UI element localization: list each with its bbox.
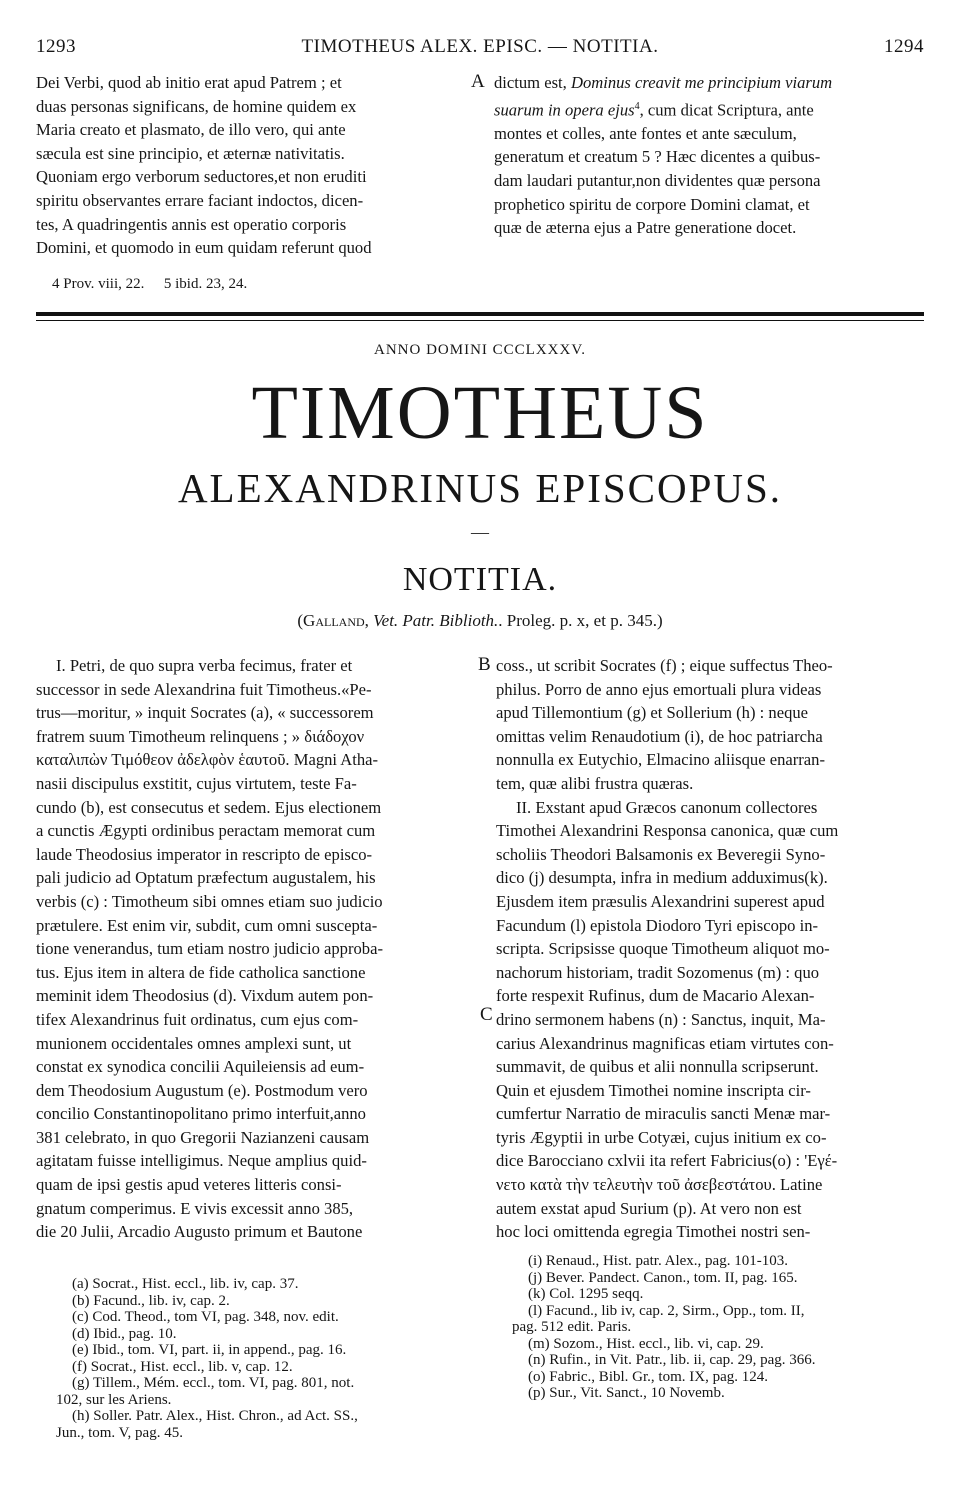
text-line: coss., ut scribit Socrates (f) ; eique suffectus Theo- <box>496 656 833 675</box>
footnote: 102, sur les Ariens. <box>56 1391 172 1408</box>
text-line: Ejusdem item præsulis Alexandrini superest apud <box>496 891 825 911</box>
text-line: quam de ipsi gestis apud veteres litteris consi- <box>36 1175 342 1195</box>
text-line: tes, A quadringentis annis est operatio corporis <box>36 214 347 234</box>
text-span: ( <box>297 611 304 630</box>
footnote: (i) Renaud., Hist. patr. Alex., pag. 101-103. <box>528 1253 788 1269</box>
text-line: pali judicio ad Optatum præfectum augustalem, his <box>36 868 376 888</box>
text-line: laude Theodosius imperator in rescripto de episco- <box>36 844 373 864</box>
footnote: (f) Socrat., Hist. eccl., lib. v, cap. 12. <box>72 1358 293 1375</box>
margin-marker-b: B <box>478 654 491 675</box>
author-subtitle: ALEXANDRINUS EPISCOPUS. <box>177 465 783 511</box>
text-line: autem exstat apud Surium (p). At vero non est <box>496 1198 802 1218</box>
text-line: spiritu observantes errare faciant indoctos, dicen- <box>36 190 364 210</box>
source-author: Galland <box>303 611 365 630</box>
text-line: munionem occidentales omnes amplexi sunt, ut <box>36 1033 352 1053</box>
main-left-column <box>36 654 472 1244</box>
author-name-title: TIMOTHEUS <box>251 371 709 455</box>
text-line: philus. Porro de anno ejus emortuali plura videas <box>496 679 822 699</box>
footnote: (o) Fabric., Bibl. Gr., tom. IX, pag. 124. <box>528 1368 768 1385</box>
text-line: generatum et creatum 5 ? Hæc dicentes a quibus- <box>494 147 821 167</box>
text-line: concilio Constantinopolitano primo interfuit,anno <box>36 1104 366 1124</box>
footnote: pag. 512 edit. Paris. <box>512 1319 632 1335</box>
text-line: successor in sede Alexandrina fuit Timotheus.«Pe- <box>36 679 372 699</box>
footnote-4: 4 Prov. viii, 22. <box>52 276 145 292</box>
main-right-column <box>496 654 924 1244</box>
text-line: tione venerandus, tum etiam nostro judicio approba- <box>36 939 383 959</box>
text-line: summavit, de quibus et alii nonnulla scripserunt. <box>496 1057 819 1077</box>
text-line: duas personas significans, de homine quidem ex <box>36 96 357 116</box>
text-line: 381 celebrato, in quo Gregorii Nazianzeni causam <box>36 1127 370 1147</box>
text-span: , <box>364 611 374 630</box>
footnote-ref: 4 <box>634 100 640 112</box>
footnote-5: 5 ibid. 23, 24. <box>163 276 248 292</box>
footnote: (k) Col. 1295 seqq. <box>528 1286 644 1302</box>
text-line: tifex Alexandrinus fuit ordinatus, cum ejus com- <box>36 1009 359 1029</box>
text-line: forte respexit Rufinus, dum de Macario Alexan- <box>496 986 815 1006</box>
text-line: νετο κατὰ τὴν τελευτὴν τοῦ ἀσεβεστάτου. Latine <box>496 1175 823 1195</box>
footnotes-left <box>56 1276 482 1441</box>
text-line: gnatum comperimus. E vivis excessit anno 385, <box>36 1198 354 1218</box>
text-line: prophetico spiritu de corpore Domini clamat, et <box>494 194 810 214</box>
text-line <box>494 71 924 95</box>
text-span: . Proleg. p. x, et p. 345.) <box>498 611 663 630</box>
text-line: agitatam fuisse intelligimus. Neque amplius quid- <box>36 1151 367 1171</box>
text-line: dice Barocciano cxlvii ita refert Fabricius(o) : 'Εγέ- <box>496 1151 838 1171</box>
footnote: (a) Socrat., Hist. eccl., lib. iv, cap. 37. <box>72 1276 299 1292</box>
text-line: omittas velim Renaudotium (i), de hoc patriarcha <box>496 726 823 746</box>
source-reference <box>0 611 960 631</box>
margin-marker-c: C <box>480 1004 493 1025</box>
text-line: montes et colles, ante fontes et ante sæculum, <box>494 123 797 143</box>
anno-heading: ANNO DOMINI CCCLXXXV. <box>374 342 586 358</box>
text-line: nachorum historiam, tradit Sozomenus (m) : quo <box>496 962 820 982</box>
text-line: Facundum (l) epistola Diodoro Tyri episcopo in- <box>496 915 819 935</box>
footnote: (b) Facund., lib. iv, cap. 2. <box>72 1292 230 1309</box>
footnote: (d) Ibid., pag. 10. <box>72 1325 177 1342</box>
margin-marker-a: A <box>471 71 485 92</box>
text-line: trus—moritur, » inquit Socrates (a), « successorem <box>36 703 374 723</box>
text-line: Dei Verbi, quod ab initio erat apud Patrem ; et <box>36 73 342 92</box>
text-line <box>494 95 924 122</box>
text-line: I. Petri, de quo supra verba fecimus, frater et <box>56 656 353 675</box>
source-title: Vet. Patr. Biblioth. <box>373 611 499 630</box>
top-left-column <box>36 71 466 260</box>
text-line: quæ de æterna ejus a Patre generatione docet. <box>494 218 797 238</box>
thick-rule <box>36 312 924 316</box>
text-span: dictum est, <box>494 73 571 92</box>
footnote: Jun., tom. V, pag. 45. <box>56 1424 183 1441</box>
top-footnotes <box>52 276 247 293</box>
running-title: TIMOTHEUS ALEX. EPISC. — NOTITIA. <box>301 36 659 57</box>
italic-span: Dominus creavit me principium viarum <box>570 73 833 92</box>
footnote: (m) Sozom., Hist. eccl., lib. vi, cap. 29. <box>528 1335 764 1352</box>
text-line: tem, quæ alibi frustra quæras. <box>496 773 694 793</box>
text-line: dem Theodosium Augustum (e). Postmodum vero <box>36 1080 368 1100</box>
text-line: Maria creato et plasmato, de illo vero, qui ante <box>36 120 346 140</box>
text-line: die 20 Julii, Arcadio Augusto primum et Bautone <box>36 1222 363 1242</box>
page-number-left: 1293 <box>36 36 76 57</box>
title-dash: — <box>471 522 489 542</box>
footnote: (j) Bever. Pandect. Canon., tom. II, pag. 165. <box>528 1269 798 1286</box>
text-line: Timothei Alexandrini Responsa canonica, quæ cum <box>496 821 839 841</box>
thin-rule <box>36 320 924 321</box>
footnotes-right <box>512 1253 928 1402</box>
footnote: (h) Soller. Patr. Alex., Hist. Chron., ad Act. SS., <box>72 1408 358 1424</box>
text-line: fratrem suum Timotheum relinquens ; » διάδοχον <box>36 726 365 746</box>
text-line: prætulere. Est enim vir, subdit, cum omni suscepta- <box>36 915 378 935</box>
text-line: verbis (c) : Timotheum sibi omnes etiam suo judicio <box>36 891 383 911</box>
text-line: constat ex synodica concilii Aquileiensis ad eum- <box>36 1057 365 1077</box>
footnote: (l) Facund., lib iv, cap. 2, Sirm., Opp., tom. II, <box>528 1302 805 1319</box>
section-heading: NOTITIA. <box>402 561 558 598</box>
footnote: (p) Sur., Vit. Sanct., 10 Novemb. <box>528 1385 725 1401</box>
text-line: hoc loci omittenda egregia Timothei nostri sen- <box>496 1222 811 1242</box>
text-line: nasii discipulus exstitit, cujus virtutem, teste Fa- <box>36 773 357 793</box>
text-line: dam laudari putantur,non dividentes quæ persona <box>494 170 821 190</box>
text-line: II. Exstant apud Græcos canonum collectores <box>516 797 818 817</box>
text-line: Quoniam ergo verborum seductores,et non eruditi <box>36 167 367 187</box>
text-line: a cunctis Ægypti ordinibus peractam memorat cum <box>36 821 376 841</box>
text-line: scripta. Scripsisse quoque Timotheum aliquot mo- <box>496 939 830 959</box>
text-line: sæcula est sine principio, et æternæ nativitatis. <box>36 143 345 163</box>
text-line: cumfertur Narratio de miraculis sancti Menæ mar- <box>496 1104 831 1124</box>
text-line: drino sermonem habens (n) : Sanctus, inquit, Ma- <box>496 1009 826 1029</box>
footnote: (g) Tillem., Mém. eccl., tom. VI, pag. 801, not. <box>72 1375 355 1391</box>
page-number-right: 1294 <box>884 36 924 57</box>
footnote: (c) Cod. Theod., tom VI, pag. 348, nov. edit. <box>72 1309 339 1325</box>
text-line: apud Tillemontium (g) et Sollerium (h) : neque <box>496 703 809 723</box>
text-line: Domini, et quomodo in eum quidam referunt quod <box>36 238 372 258</box>
text-span: , cum dicat Scriptura, ante <box>639 100 814 120</box>
italic-span: suarum in opera ejus <box>494 100 635 120</box>
text-line: carius Alexandrinus magnificas etiam virtutes con- <box>496 1033 834 1053</box>
text-line: tus. Ejus item in altera de fide catholica sanctione <box>36 962 366 982</box>
text-line: dico (j) desumpta, infra in medium adduximus(k). <box>496 868 828 888</box>
footnote: (n) Rufin., in Vit. Patr., lib. ii, cap. 29, pag. 366. <box>528 1352 816 1368</box>
top-right-column <box>494 71 924 240</box>
text-line: nonnulla ex Eutychio, Elmacino aliisque enarran- <box>496 750 825 770</box>
text-line: Quin et ejusdem Timothei nomine inscripta cir- <box>496 1080 811 1100</box>
text-line: cundo (b), est consecutus et sedem. Ejus electionem <box>36 797 382 817</box>
text-line: καταλιπὼν Τιμόθεον ἀδελφὸν ἑαυτοῦ. Magni Atha- <box>36 750 379 770</box>
text-line: tyris Ægyptii in urbe Cotyæi, cujus initium ex co- <box>496 1127 827 1147</box>
text-line: scholiis Theodori Balsamonis ex Beveregii Syno- <box>496 844 826 864</box>
text-line: meminit idem Theodosius (d). Vixdum autem pon- <box>36 986 374 1006</box>
footnote: (e) Ibid., tom. VI, part. ii, in append., pag. 16. <box>72 1342 347 1358</box>
